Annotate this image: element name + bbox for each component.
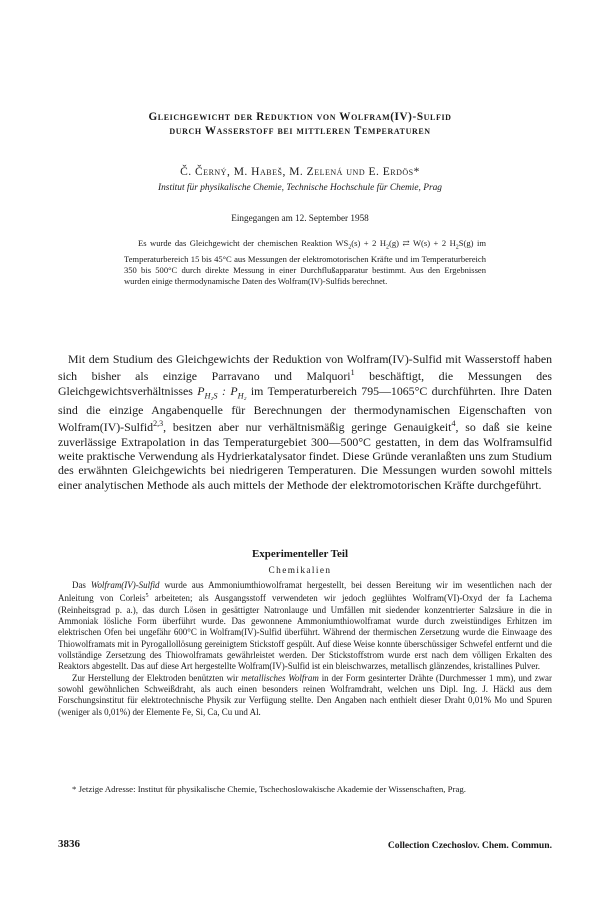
institute: Institut für physikalische Chemie, Technische Hochschule für Chemie, Prag [158,183,442,193]
ref-2-3: 2,3 [153,419,164,429]
subsection-heading: Chemikalien [268,566,332,576]
body-text [58,580,552,718]
page-number: 3836 [58,838,80,850]
article-title [96,110,504,138]
body-paragraph-2: Zur Herstellung der Elektroden benützten wir metallisches Wolfram in der Form gesinterter Drähte (Durchmesser 1 mm), und zwar sowohl gewöhnlichen Schweißdraht, als auch einen besonders reinen Wolframdraht, welchen uns Dipl. Ing. J. Häckl aus dem Forschungsinstitut für elektrotechnische Physik zur Verfügung stellte. Den Angaben nach enthielt dieser Draht 0,01% Mo und Spuren (weniger als 0,01%) der Elemente Fe, Si, Ca, Cu und Al. [58,672,552,717]
journal-name: Collection Czechoslov. Chem. Commun. [387,840,552,851]
footnote-text: * Jetzige Adresse: Institut für physikalische Chemie, Tschechoslowakische Akademie der Wissenschaften, Prag. [72,784,466,794]
authors: Č. Černý, M. Habeš, M. Zelená und E. Erdös* [180,166,420,178]
intro-paragraph [58,352,552,492]
introduction [58,352,552,492]
received-date: Eingegangen am 12. September 1958 [231,213,369,223]
ref-4: 4 [451,419,456,429]
title-line-2: durch Wasserstoff bei mittleren Temperaturen [169,125,431,137]
title-line-1: Gleichgewicht der Reduktion von Wolfram(IV)-Sulfid [148,111,452,123]
emph-wolfram-sulfid: Wolfram(IV)-Sulfid [90,580,160,590]
pressure-ratio: $P_{H_2S}$ : $P_{H_2}$ [197,383,247,400]
ref-5: 5 [145,593,149,600]
intro-text-1: Mit dem Studium des Gleichgewichts der Reduktion von Wolfram(IV)-Sulfid mit Wasserstoff haben sich bisher als einzige Parravano und Malquori [58,352,552,384]
ref-1: 1 [350,368,355,378]
footnote [58,784,552,795]
abstract [124,238,486,287]
intro-text-3: im Temperaturbereich 795—1065°C durchführten. Ihre Daten sind die einzige Angabenquelle für Berechnungen der thermodynamischen Eigenschaften von Wolfram(IV)-Sulfid [58,383,552,435]
body-paragraph-1: Das Wolfram(IV)-Sulfid wurde aus Ammoniumthiowolframat hergestellt, bei dessen Bereitung wir im wesentlichen nach der Anleitung von Corleis$^5$ arbeiteten; als Ausgangsstoff verwendeten wir jedoch geglühtes Wolfram(VI)-Oxyd der fa Lachema (Reinheitsgrad p. a.), das durch Lösen in gesättigter Natronlauge und Umfällen mit siedender konzentrierter Salzsäure in die in Ammoniak lösliche Form überführt wurde. Das gewonnene Ammoniumthiowolframat wurde durch zweistündiges Erhitzen im elektrischen Ofen bei ungefähr 600°C in Wolfram(IV)-Sulfid überführt. Während der thermischen Zersetzung wurde die Einwaage des Thiowolframats mit in Pyrogallollösung gereinigtem Stickstoff gespült. Auf diese Weise konnte überschüssiger Schwefel entfernt und die vollständige Zersetzung des Thiowolframats gewährleistet werden. Der Stickstoffstrom wurde erst nach dem völligen Erkalten des Reaktors abgestellt. Das auf diese Art hergestellte Wolfram(IV)-Sulfid ist ein bleischwarzes, metallisch glänzendes, kristallines Pulver. [58,580,552,672]
intro-text-2: beschäftigt, die Messungen des Gleichgewichtsverhältnisses [58,369,552,398]
abstract-paragraph: Es wurde das Gleichgewicht der chemischen Reaktion $WS_2(s) + 2$ $H_2(g)$ ⇄ W(s) + 2 $H_2S(g)$ im Temperaturbereich 15 bis 45°C aus Messungen der elektromotorischen Kräfte und im Temperaturbereich 350 bis 500°C durch direkte Messung in einer Durchflußapparatur bestimmt. Aus den Ergebnissen wurden einige thermodynamische Daten des Wolfram(IV)-Sulfids berechnet. [124,238,486,286]
intro-text-5: , so daß sie keine zuverlässige Extrapolation in das Temperaturgebiet 300—500°C gestatten, in dem das Wolframsulfid weite praktische Verwendung als Hydrierkatalysator findet. Diese Gründe veranlaßten uns zum Studium des erwähnten Gleichgewichts bei niedrigeren Temperaturen. Die Messungen wurden sowohl mittels einer analytischen Methode als auch mittels der Methode der elektromotorischen Kräfte durchgeführt. [58,420,552,492]
abstract-text-3: (g) ⇄ W(s) + 2 H [389,238,456,248]
intro-text-4: , besitzen aber nur verhältnismäßig geringe Genauigkeit [163,420,452,435]
emph-metallisches-wolfram: metallisches Wolfram [241,672,319,683]
abstract-text-2: (s) + 2 H [351,238,387,248]
abstract-text-1: Es wurde das Gleichgewicht der chemischen Reaktion WS [138,238,349,248]
section-heading: Experimenteller Teil [251,548,349,560]
abstract-text-4: S(g) im Temperaturbereich 15 bis 45°C aus Messungen der elektromotorischen Kräfte und im Temperaturbereich 350 bis 500°C durch direkte Messung in einer Durchflußapparatur bestimmt. Aus den Ergebnissen wurden einige thermodynamische Daten des Wolfram(IV)-Sulfids berechnet. [124,238,486,286]
